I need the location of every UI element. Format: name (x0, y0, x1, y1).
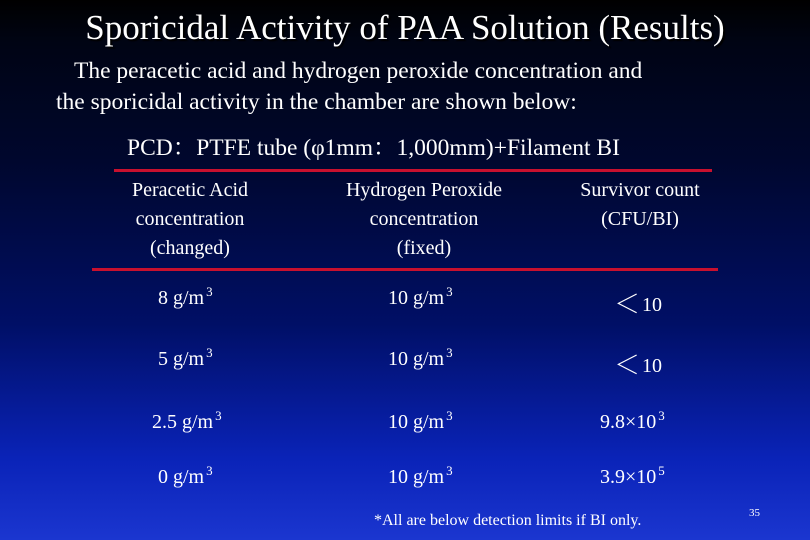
header-line: (CFU/BI) (601, 208, 679, 230)
cell-survivor (614, 345, 662, 382)
cell-h2o2 (388, 463, 453, 489)
cell-paa (152, 408, 222, 434)
cell-exponent: 3 (206, 284, 213, 299)
cell-exponent: 5 (658, 463, 665, 478)
header-line: concentration (369, 208, 479, 230)
cell-h2o2 (388, 345, 453, 371)
cell-h2o2 (388, 284, 453, 310)
cell-value: 0 g/m (158, 466, 205, 488)
cell-value: 5 g/m (158, 348, 205, 370)
cell-survivor (600, 408, 665, 434)
header-peracetic-acid (105, 176, 275, 263)
intro-line-1: The peracetic acid and hydrogen peroxide concentration and (74, 58, 643, 84)
cell-exponent: 3 (446, 463, 453, 478)
header-line: Peracetic Acid (131, 179, 249, 201)
cell-survivor (614, 284, 662, 321)
cell-value: 9.8×10 (600, 411, 657, 433)
cell-value: 10 g/m (388, 466, 445, 488)
cell-exponent: 3 (206, 345, 213, 360)
less-than-sign: ＜ (614, 351, 641, 380)
cell-value: 8 g/m (158, 287, 205, 309)
cell-paa (158, 284, 213, 310)
cell-exponent: 3 (215, 408, 222, 423)
page-number: 35 (749, 507, 760, 519)
cell-exponent: 3 (658, 408, 665, 423)
less-than-sign: ＜ (614, 290, 641, 319)
header-line: Hydrogen Peroxide (345, 179, 503, 201)
header-line: (changed) (150, 237, 230, 259)
header-hydrogen-peroxide (315, 176, 533, 263)
intro-line-2: the sporicidal activity in the chamber are shown below: (56, 89, 577, 115)
cell-exponent: 3 (446, 408, 453, 423)
header-survivor-count (550, 176, 730, 234)
cell-value: 10 g/m (388, 287, 445, 309)
slide-title: Sporicidal Activity of PAA Solution (Results) (85, 8, 725, 47)
cell-survivor (600, 463, 665, 489)
header-line: (fixed) (396, 237, 452, 259)
cell-exponent: 3 (206, 463, 213, 478)
cell-h2o2 (388, 408, 453, 434)
cell-paa (158, 345, 213, 371)
table-top-rule (114, 169, 712, 172)
table-header-rule (92, 268, 718, 271)
cell-value: 3.9×10 (600, 466, 657, 488)
intro-text (56, 56, 796, 118)
cell-value: 2.5 g/m (152, 411, 214, 433)
footnote: *All are below detection limits if BI only. (374, 512, 642, 529)
cell-value: 10 (642, 355, 663, 377)
pcd-description: PCD：PTFE tube (φ1mm：1,000mm)+Filament BI (127, 135, 620, 161)
header-line: Survivor count (580, 179, 700, 201)
cell-paa (158, 463, 213, 489)
cell-value: 10 (642, 294, 663, 316)
cell-exponent: 3 (446, 284, 453, 299)
cell-value: 10 g/m (388, 411, 445, 433)
cell-exponent: 3 (446, 345, 453, 360)
cell-value: 10 g/m (388, 348, 445, 370)
header-line: concentration (135, 208, 245, 230)
